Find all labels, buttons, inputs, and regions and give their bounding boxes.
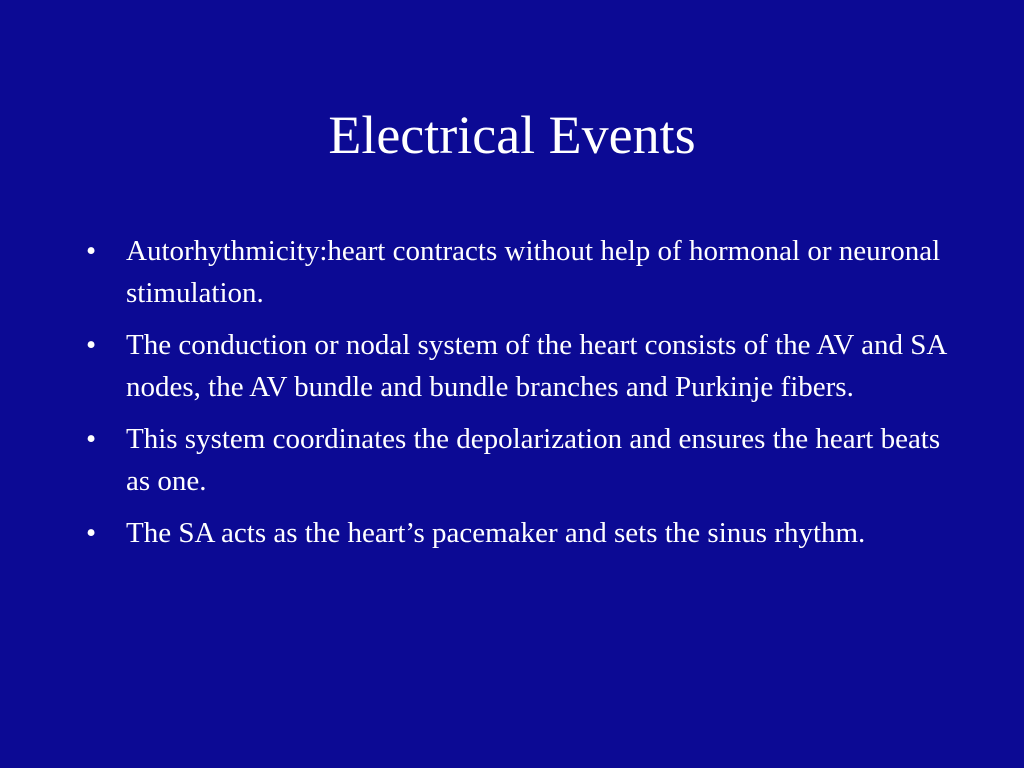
bullet-marker: • bbox=[86, 329, 97, 361]
bullet-item bbox=[80, 418, 960, 502]
bullet-marker: • bbox=[86, 423, 97, 455]
bullet-text: The conduction or nodal system of the heart consists of the AV and SA nodes, the AV bundle and bundle branches and Purkinje fibers. bbox=[126, 329, 946, 403]
bullet-text: Autorhythmicity:heart contracts without help of hormonal or neuronal stimulation. bbox=[126, 235, 941, 309]
slide-title: Electrical Events bbox=[328, 105, 696, 165]
bullet-marker: • bbox=[86, 235, 97, 267]
bullet-text: The SA acts as the heart’s pacemaker and sets the sinus rhythm. bbox=[126, 517, 866, 549]
bullet-item bbox=[80, 230, 960, 314]
bullet-item bbox=[80, 324, 960, 408]
bullet-marker: • bbox=[86, 517, 97, 549]
bullet-item bbox=[80, 512, 960, 554]
bullet-text: This system coordinates the depolarization and ensures the heart beats as one. bbox=[126, 423, 941, 497]
bullet-list bbox=[80, 230, 960, 564]
